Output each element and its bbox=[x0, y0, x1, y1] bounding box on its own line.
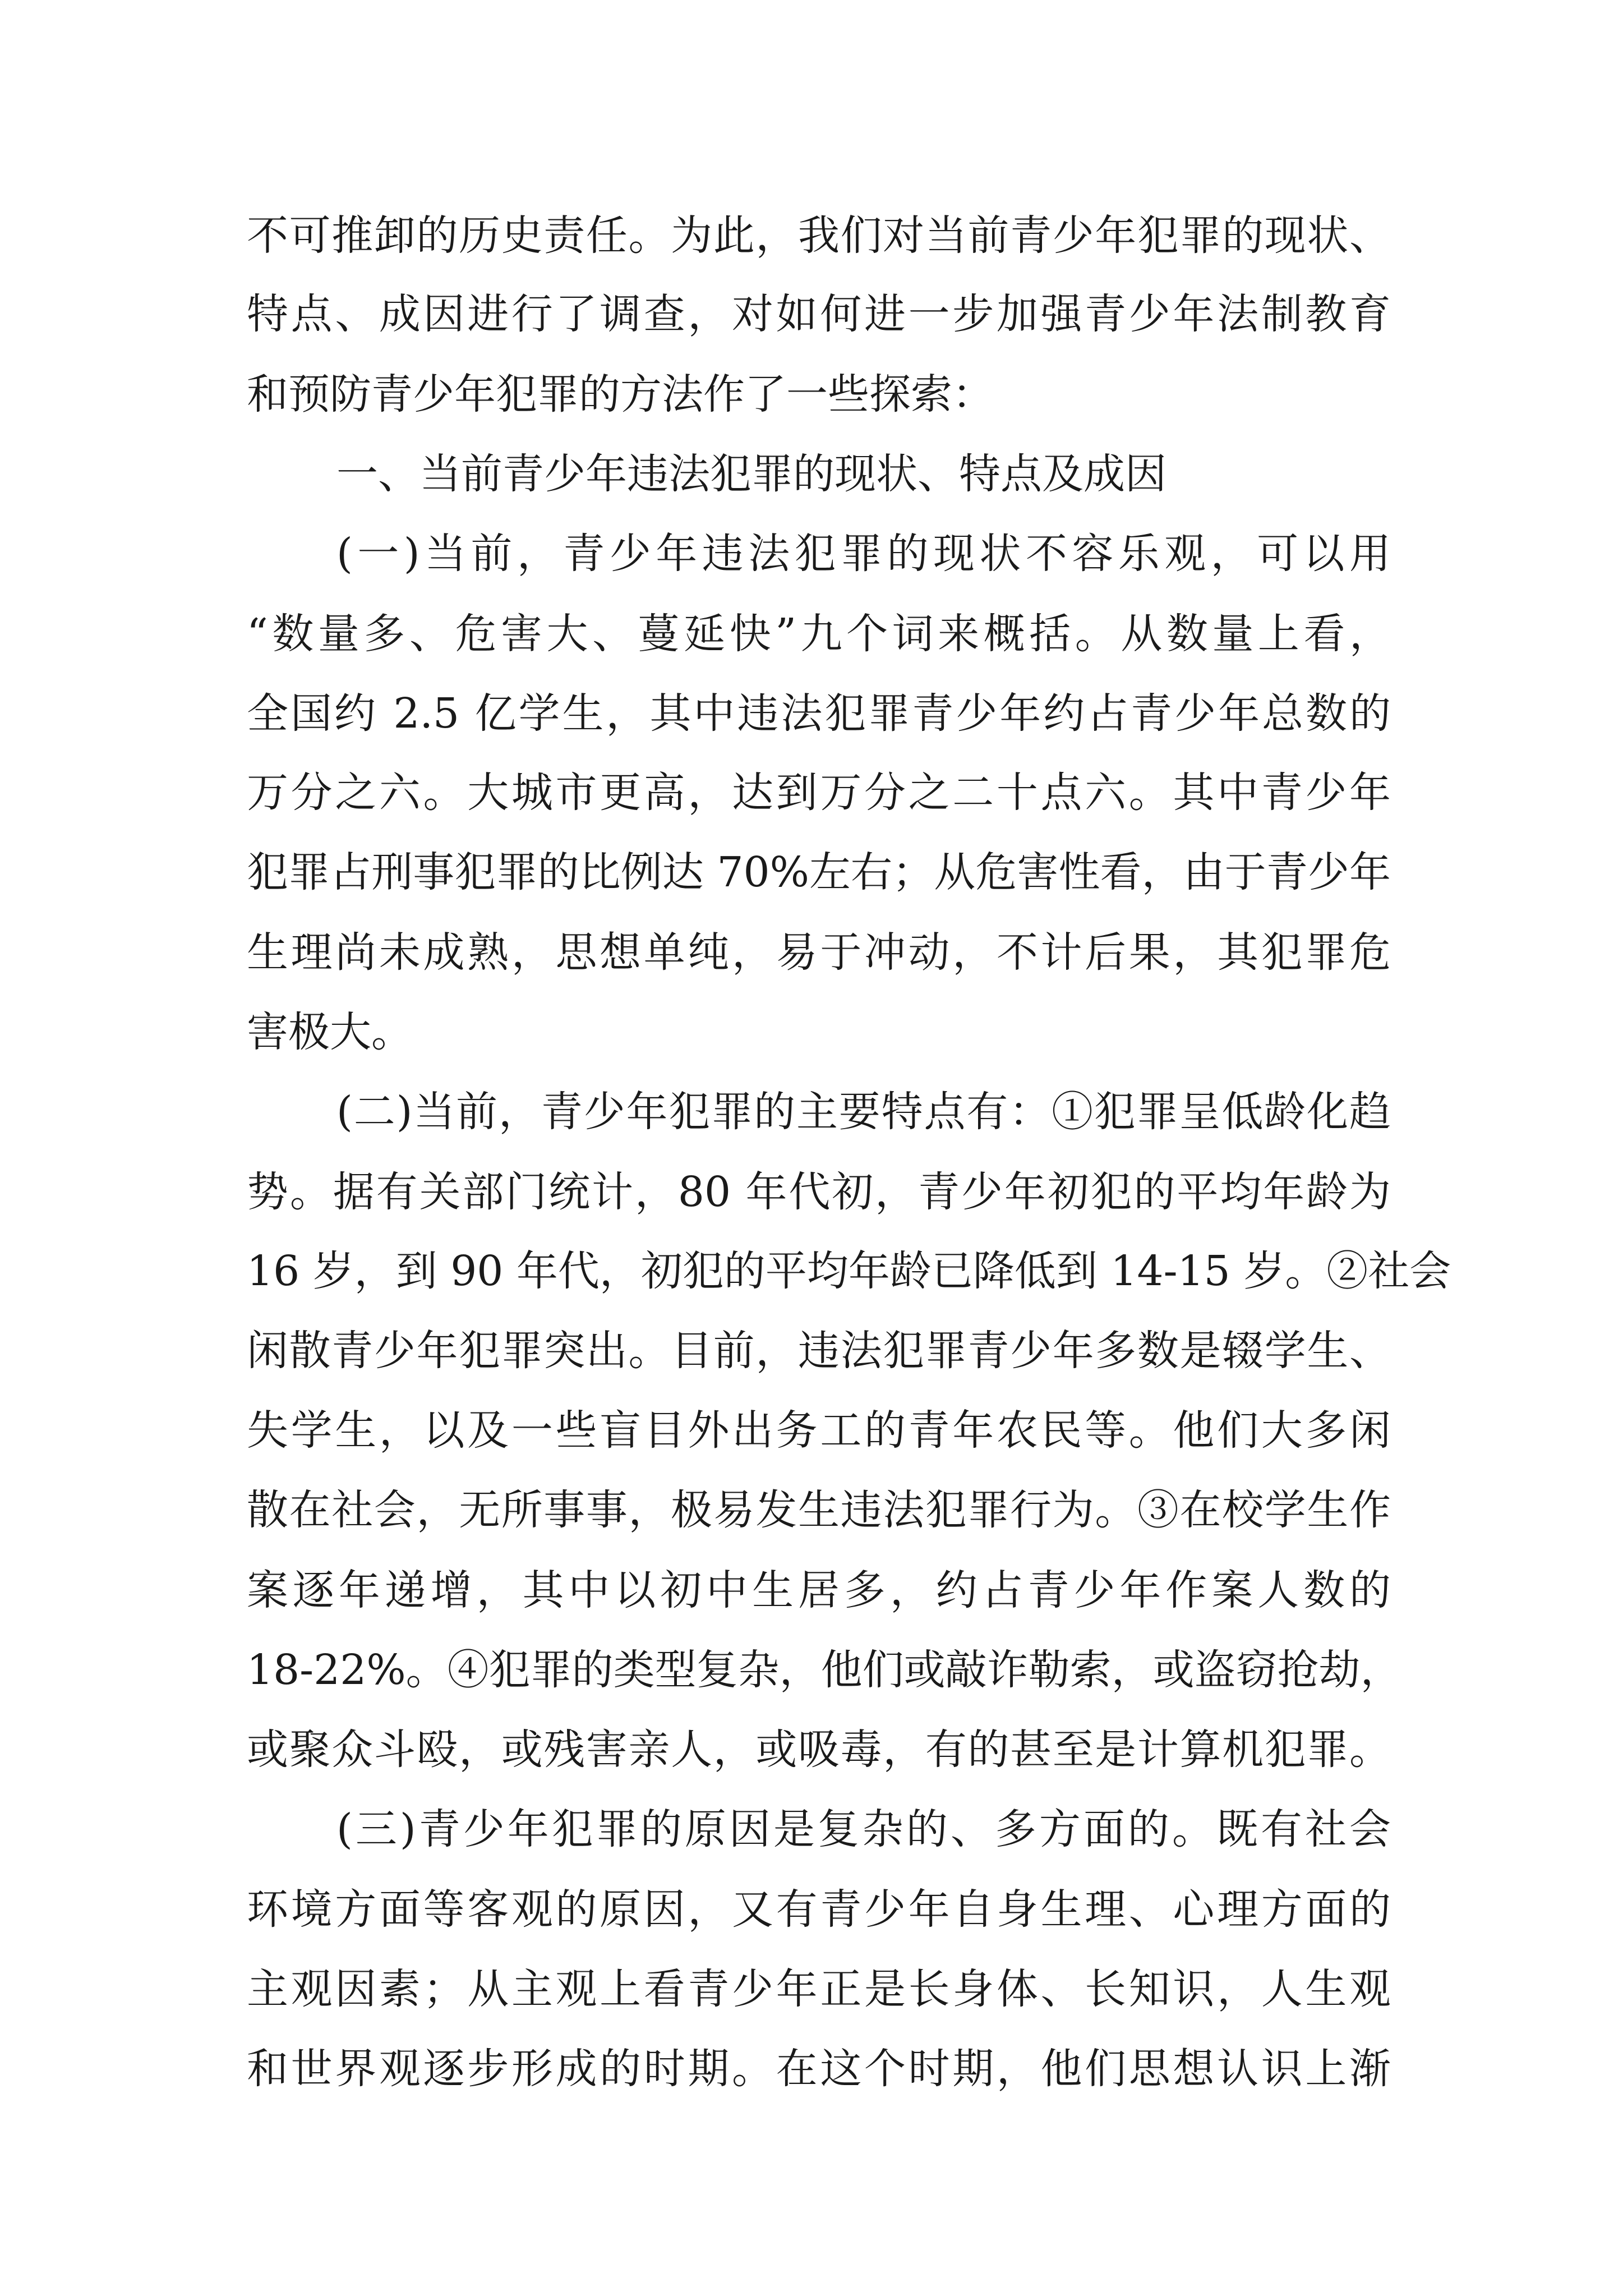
text-line-9: 犯罪占刑事犯罪的比例达 70%左右；从危害性看，由于青少年 bbox=[247, 848, 1391, 896]
text-line-14: 16 岁，到 90 年代，初犯的平均年龄已降低到 14-15 岁。②社会 bbox=[247, 1247, 1451, 1295]
text-line-21: (三)青少年犯罪的原因是复杂的、多方面的。既有社会 bbox=[336, 1805, 1391, 1853]
text-line-8: 万分之六。大城市更高，达到万分之二十点六。其中青少年 bbox=[247, 769, 1391, 817]
text-line-16: 失学生，以及一些盲目外出务工的青年农民等。他们大多闲 bbox=[247, 1406, 1391, 1455]
text-line-6: “数量多、危害大、蔓延快”九个词来概括。从数量上看， bbox=[247, 610, 1391, 658]
text-line-12: (二)当前，青少年犯罪的主要特点有：①犯罪呈低龄化趋 bbox=[336, 1088, 1391, 1136]
text-line-15: 闲散青少年犯罪突出。目前，违法犯罪青少年多数是辍学生、 bbox=[247, 1327, 1391, 1375]
text-line-2: 特点、成因进行了调查，对如何进一步加强青少年法制教育 bbox=[247, 290, 1391, 338]
text-line-22: 环境方面等客观的原因，又有青少年自身生理、心理方面的 bbox=[247, 1885, 1391, 1934]
text-line-7: 全国约 2.5 亿学生，其中违法犯罪青少年约占青少年总数的 bbox=[247, 689, 1391, 738]
text-line-5: (一)当前，青少年违法犯罪的现状不容乐观，可以用 bbox=[336, 530, 1391, 578]
text-line-24: 和世界观逐步形成的时期。在这个时期，他们思想认识上渐 bbox=[247, 2045, 1391, 2093]
text-line-11: 害极大。 bbox=[247, 1008, 413, 1056]
text-line-17: 散在社会，无所事事，极易发生违法犯罪行为。③在校学生作 bbox=[247, 1486, 1391, 1534]
text-line-10: 生理尚未成熟，思想单纯，易于冲动，不计后果，其犯罪危 bbox=[247, 928, 1391, 977]
section-heading: 一、当前青少年违法犯罪的现状、特点及成因 bbox=[336, 450, 1166, 498]
text-line-3: 和预防青少年犯罪的方法作了一些探索： bbox=[247, 370, 994, 418]
text-line-1: 不可推卸的历史责任。为此，我们对当前青少年犯罪的现状、 bbox=[247, 211, 1391, 260]
text-line-13: 势。据有关部门统计，80 年代初，青少年初犯的平均年龄为 bbox=[247, 1168, 1391, 1216]
text-line-19: 18-22%。④犯罪的类型复杂，他们或敲诈勒索，或盗窃抢劫， bbox=[247, 1646, 1402, 1694]
text-line-23: 主观因素；从主观上看青少年正是长身体、长知识，人生观 bbox=[247, 1965, 1391, 2013]
text-line-18: 案逐年递增，其中以初中生居多，约占青少年作案人数的 bbox=[247, 1566, 1391, 1614]
text-line-20: 或聚众斗殴，或残害亲人，或吸毒，有的甚至是计算机犯罪。 bbox=[247, 1726, 1391, 1774]
